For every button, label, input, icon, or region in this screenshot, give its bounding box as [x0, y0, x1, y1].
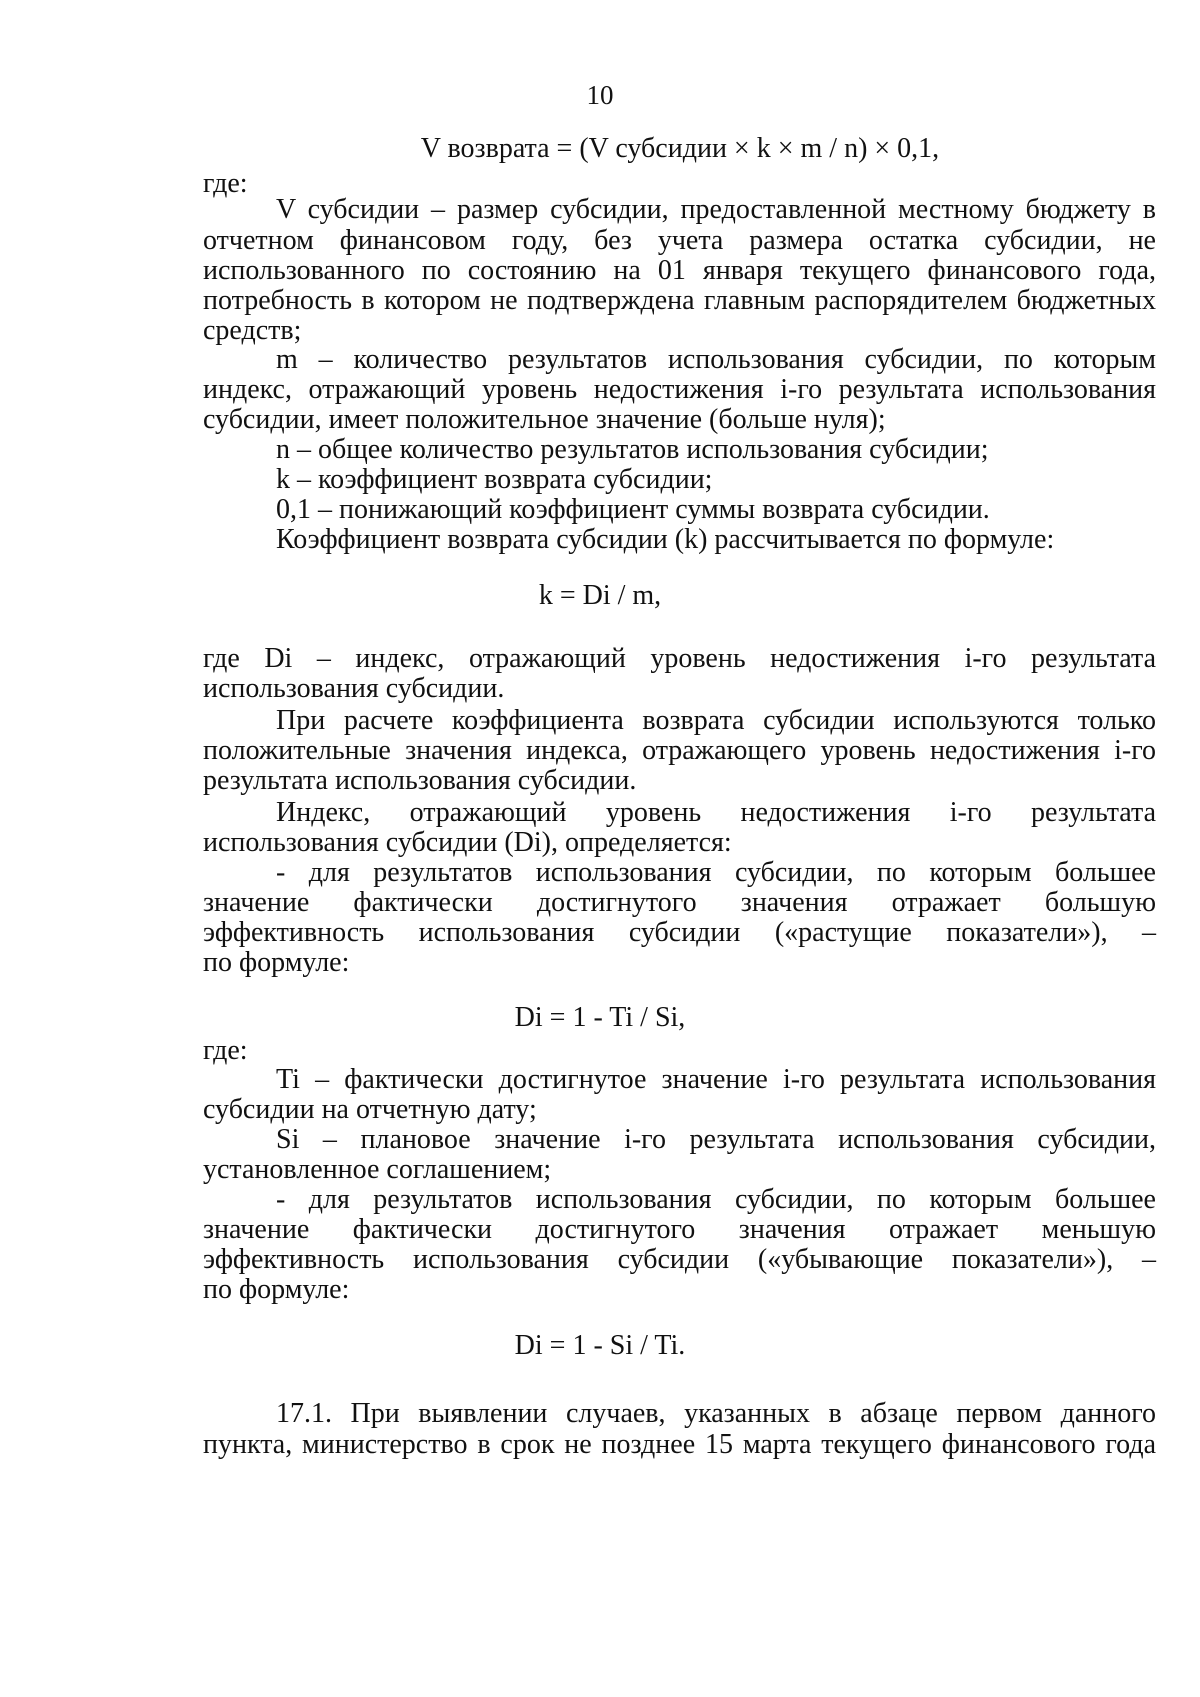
text-line: субсидии на отчетную дату; — [203, 1094, 537, 1125]
text-line: потребность в котором не подтверждена главным распорядителем бюджетных — [203, 285, 1156, 316]
text-line: индекс, отражающий уровень недостижения i-го результата использования — [203, 374, 1156, 405]
text-line: k – коэффициент возврата субсидии; — [276, 464, 713, 495]
text-line: значение фактически достигнутого значения отражает большую — [203, 887, 1156, 918]
text-line: 17.1. При выявлении случаев, указанных в абзаце первом данного — [276, 1398, 1156, 1429]
where-label: где: — [203, 168, 248, 199]
text-line: V субсидии – размер субсидии, предоставленной местному бюджету в — [276, 194, 1156, 225]
text-line: средств; — [203, 315, 302, 346]
text-line: 0,1 – понижающий коэффициент суммы возврата субсидии. — [276, 494, 990, 525]
text-line: по формуле: — [203, 947, 350, 978]
text-line: Коэффициент возврата субсидии (k) рассчитывается по формуле: — [276, 524, 1055, 555]
text-line: использования субсидии. — [203, 673, 505, 704]
text-line: - для результатов использования субсидии, по которым большее — [276, 857, 1156, 888]
formula-k: k = Di / m, — [538, 580, 662, 611]
formula-di-growing: Di = 1 - Ti / Si, — [514, 1002, 686, 1033]
text-line: субсидии, имеет положительное значение (больше нуля); — [203, 404, 886, 435]
text-line: результата использования субсидии. — [203, 765, 637, 796]
text-line: установленное соглашением; — [203, 1154, 552, 1185]
text-line: n – общее количество результатов использования субсидии; — [276, 434, 989, 465]
where-label: где: — [203, 1035, 248, 1066]
text-line: использованного по состоянию на 01 января текущего финансового года, — [203, 255, 1156, 286]
formula-di-decreasing: Di = 1 - Si / Ti. — [514, 1330, 686, 1361]
text-line: отчетном финансовом году, без учета размера остатка субсидии, не — [203, 225, 1156, 256]
text-line: Si – плановое значение i-го результата использования субсидии, — [276, 1124, 1156, 1155]
text-line: Ti – фактически достигнутое значение i-го результата использования — [276, 1064, 1156, 1095]
text-line: значение фактически достигнутого значения отражает меньшую — [203, 1214, 1156, 1245]
text-line: по формуле: — [203, 1274, 350, 1305]
text-line: Индекс, отражающий уровень недостижения i-го результата — [276, 797, 1156, 828]
text-line: пункта, министерство в срок не позднее 15 марта текущего финансового года — [203, 1429, 1156, 1460]
text-line: m – количество результатов использования субсидии, по которым — [276, 344, 1156, 375]
text-line: При расчете коэффициента возврата субсидии используются только — [276, 705, 1156, 736]
text-line: положительные значения индекса, отражающего уровень недостижения i-го — [203, 735, 1156, 766]
text-line: - для результатов использования субсидии, по которым большее — [276, 1184, 1156, 1215]
page-number: 10 — [586, 80, 614, 110]
text-line: эффективность использования субсидии («убывающие показатели»), – — [203, 1244, 1156, 1275]
text-line: эффективность использования субсидии («растущие показатели»), – — [203, 917, 1156, 948]
text-line: где Di – индекс, отражающий уровень недостижения i-го результата — [203, 643, 1156, 674]
text-line: использования субсидии (Di), определяется: — [203, 827, 732, 858]
formula-return: V возврата = (V субсидии × k × m / n) × 0,1, — [420, 133, 940, 164]
